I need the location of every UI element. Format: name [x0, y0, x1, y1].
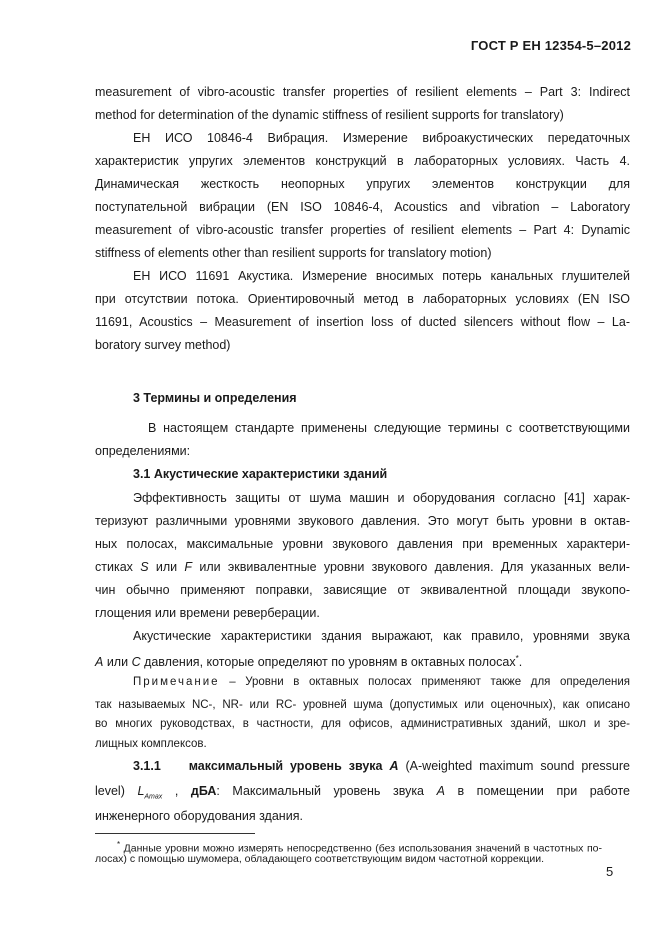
text-line: measurement of vibro-acoustic transfer properties of resilient elements – Part 4: Dynamic: [95, 223, 630, 237]
text-line: инженерного оборудования здания.: [95, 809, 303, 823]
text-line: measurement of vibro-acoustic transfer properties of resilient elements – Part 3: Indirect: [95, 85, 630, 99]
text-line: теризуют различными уровнями звукового давления. Это могут быть уровни в октав-: [95, 514, 630, 528]
text-line: поступательной вибрации (EN ISO 10846-4, Acoustics and vibration – Laboratory: [95, 200, 630, 214]
term-heading: 3.1.1 максимальный уровень звука А (A-weighted maximum sound pressure: [133, 759, 630, 773]
text-line: глощения или времени реверберации.: [95, 606, 320, 620]
subsection-heading: 3.1 Акустические характеристики зданий: [133, 467, 388, 481]
text-line: В настоящем стандарте применены следующие термины с соответствующими: [148, 421, 630, 435]
text-line: определениями:: [95, 444, 191, 458]
page-number: 5: [606, 864, 614, 879]
note-label: Примечание: [133, 676, 220, 688]
section-heading: 3 Термины и определения: [133, 391, 297, 405]
footnote-line: лосах) с помощью шумомера, обладающего соответствующим видом частотной коррекции.: [95, 853, 544, 865]
symbol-lamax: L: [137, 784, 145, 798]
term-definition: level) $L_{Amax}$ , дБА: Максимальный уровень звука А в помещении при работе: [95, 784, 631, 801]
text-line: ЕН ИСО 11691 Акустика. Измерение вносимых потерь канальных глушителей: [133, 269, 630, 283]
text-line: Эффективность защиты от шума машин и оборудования согласно [41] харак-: [133, 491, 630, 505]
text-line: method for determination of the dynamic stiffness of resilient supports for translatory): [95, 108, 564, 122]
note-line: так называемых NC-, NR- или RC- уровней шума (допустимых или оценочных), как описано: [95, 699, 630, 711]
footnote-line: * Данные уровни можно измерять непосредственно (без использования значений в частотных по-: [117, 840, 602, 855]
note-line: лищных комплексов.: [95, 738, 207, 750]
text-line: ЕН ИСО 10846-4 Вибрация. Измерение виброакустических передаточных: [133, 131, 630, 145]
text-line: при отсутствии потока. Ориентировочный метод в лабораторных условиях (EN ISO: [95, 292, 630, 306]
footnote-divider: [95, 833, 255, 834]
text-line: чин обычно применяют поправки, зависящие от эквивалентной площади звукопо-: [95, 583, 630, 597]
text-line: А или С давления, которые определяют по уровням в октавных полосах*.: [95, 654, 523, 670]
text-line: 11691, Acoustics – Measurement of insertion loss of ducted silencers without flow – La-: [95, 315, 630, 329]
text-line: boratory survey method): [95, 338, 231, 352]
text-line: Динамическая жесткость неопорных упругих элементов конструкции для: [95, 177, 630, 191]
footnote-marker: *: [515, 654, 519, 663]
note-line: во многих руководствах, в частности, для офисов, административных зданий, школ и зре-: [95, 718, 630, 730]
note-line: Примечание – Уровни в октавных полосах применяют также для определения: [133, 676, 630, 688]
text-line: Акустические характеристики здания выражают, как правило, уровнями звука: [133, 629, 630, 643]
text-line: характеристик упругих элементов конструкций в лабораторных условиях. Часть 4.: [95, 154, 630, 168]
document-header: ГОСТ Р ЕН 12354-5–2012: [470, 38, 631, 53]
text-line: ных полосах, максимальные уровни звукового давления при временных характери-: [95, 537, 630, 551]
text-line: стиках S или F или эквивалентные уровни звукового давления. Для указанных вели-: [95, 560, 630, 574]
text-line: stiffness of elements other than resilient supports for translatory motion): [95, 246, 492, 260]
